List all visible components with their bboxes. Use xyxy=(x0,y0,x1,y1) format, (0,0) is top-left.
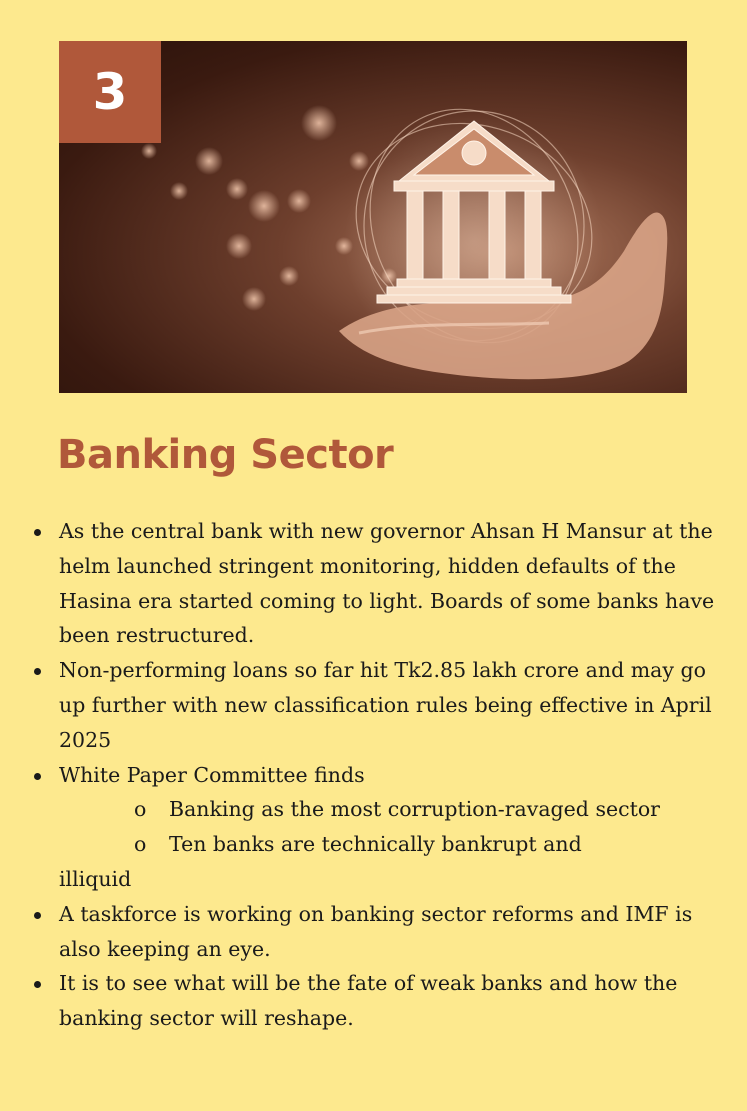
bullet-dot xyxy=(34,773,41,780)
bullet-dot xyxy=(34,912,41,919)
sub-bullet-text: Ten banks are technically bankrupt and xyxy=(169,832,582,857)
bullet-dot xyxy=(34,668,41,675)
list-item xyxy=(59,653,719,757)
sub-bullet-marker: o xyxy=(134,797,147,822)
bullet-list xyxy=(59,514,719,1036)
sub-list-continuation: illiquid xyxy=(59,866,132,891)
section-number: 3 xyxy=(92,63,128,121)
list-item xyxy=(59,758,719,897)
section-number-badge xyxy=(59,41,161,143)
bullet-text: As the central bank with new governor Ahsan H Mansur at the helm launched stringent monitoring, hidden defaults of the Hasina era started coming to light. Boards of some banks have been restructured. xyxy=(59,519,715,648)
bullet-dot xyxy=(34,981,41,988)
sub-bullet-text: Banking as the most corruption-ravaged sector xyxy=(169,797,660,822)
bullet-text: White Paper Committee finds xyxy=(59,762,365,787)
list-item xyxy=(59,897,719,967)
list-item xyxy=(59,514,719,653)
section-title: Banking Sector xyxy=(57,432,394,478)
bullet-text: A taskforce is working on banking sector reforms and IMF is also keeping an eye. xyxy=(59,901,693,961)
bullet-dot xyxy=(34,529,41,536)
sub-bullet-marker: o xyxy=(134,832,147,857)
bullet-text: Non-performing loans so far hit Tk2.85 lakh crore and may go up further with new classification rules being effective in April 2025 xyxy=(59,658,712,752)
bullet-text: It is to see what will be the fate of weak banks and how the banking sector will reshape. xyxy=(59,971,678,1031)
list-item xyxy=(59,966,719,1036)
sub-list-item xyxy=(59,792,719,827)
sub-list-item xyxy=(59,827,719,862)
